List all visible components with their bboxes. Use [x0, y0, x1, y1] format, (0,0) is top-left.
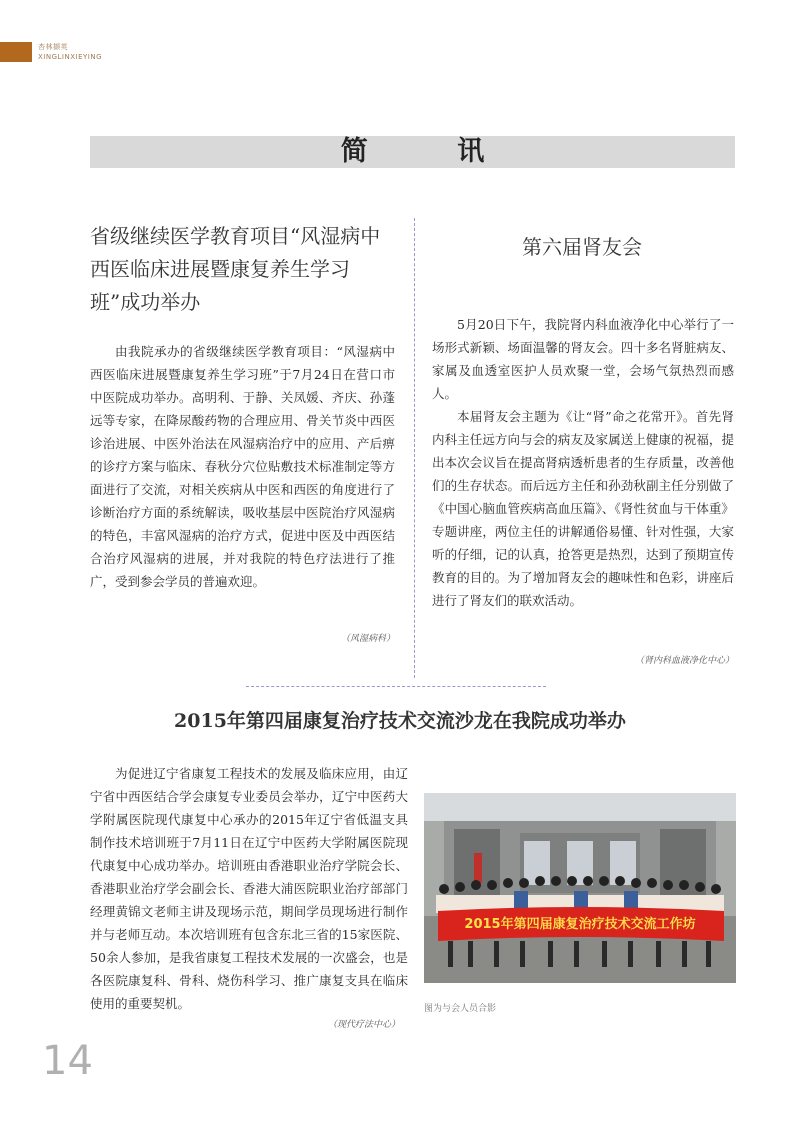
running-title: 杏林撷英	[38, 43, 68, 51]
photo-banner-text: 2015年第四届康复治疗技术交流工作坊	[464, 917, 696, 932]
photo-caption: 图为与会人员合影	[424, 1004, 497, 1014]
column-divider	[414, 218, 415, 678]
section-banner	[90, 136, 735, 168]
article3-title: 2015年第四届康复治疗技术交流沙龙在我院成功举办	[174, 710, 626, 732]
section-divider	[246, 686, 546, 687]
article3-signature: （现代疗法中心）	[327, 1020, 400, 1030]
article1-signature: （风湿病科）	[340, 634, 395, 644]
running-header	[38, 42, 102, 62]
article2-title: 第六届肾友会	[522, 235, 642, 259]
article1-paragraph: 由我院承办的省级继续医学教育项目：“风湿病中西医临床进展暨康复养生学习班”于7月24日在营口市中医院成功举办。高明利、于静、关凤媛、齐庆、孙蓬远等专家，在降尿酸药物的合理应用、骨关节炎中西医诊治进展、中医外治法在风湿病治疗中的应用、产后痹的诊疗方案与临床、春秋分穴位贴敷技术标准制定等方面进行了交流，对相关疾病从中医和西医的角度进行了诊断治疗方面的系统解读，吸收基层中医院治疗风湿病的特色，丰富风湿病的治疗方式，促进中医及中西医结合治疗风湿病的进展，并对我院的特色疗法进行了推广，受到参会学员的普遍欢迎。	[90, 344, 395, 589]
article2-paragraph-1: 5月20日下午，我院肾内科血液净化中心举行了一场形式新颖、场面温馨的肾友会。四十多名肾脏病友、家属及血透室医护人员欢聚一堂，会场气氛热烈而感人。	[432, 317, 734, 401]
page-number: 14	[42, 1038, 93, 1084]
section-tab	[0, 42, 32, 62]
article1-title: 省级继续医学教育项目“风湿病中西医临床进展暨康复养生学习班”成功举办	[90, 224, 381, 314]
section-title: 简 讯	[340, 136, 525, 167]
article2-paragraph-2: 本届肾友会主题为《让“肾”命之花常开》。首先肾内科主任远方向与会的病友及家属送上健康的祝福，提出本次会议旨在提高肾病透析患者的生存质量，改善他们的生存状态。而后远方主任和孙劲秋副主任分别做了《中国心脑血管疾病高血压篇》、《肾性贫血与干体重》专题讲座，两位主任的讲解通俗易懂、针对性强，大家听的仔细，记的认真，抢答更是热烈，达到了预期宣传教育的目的。为了增加肾友会的趣味性和色彩，讲座后进行了肾友们的联欢活动。	[432, 409, 734, 608]
article3-paragraph: 为促进辽宁省康复工程技术的发展及临床应用，由辽宁省中西医结合学会康复专业委员会举办，辽宁中医药大学附属医院现代康复中心承办的2015年辽宁省低温支具制作技术培训班于7月11日在辽宁中医药大学附属医院现代康复中心成功举办。培训班由香港职业治疗学院会长、香港职业治疗学会副会长、香港大浦医院职业治疗部部门经理黄锦文老师主讲及现场示范，期间学员现场进行制作并与老师互动。本次培训班有包含东北三省的15家医院、50余人参加，是我省康复工程技术发展的一次盛会，也是各医院康复科、骨科、烧伤科学习、推广康复支具在临床使用的重要契机。	[90, 766, 408, 1011]
article2-signature: （肾内科血液净化中心）	[634, 656, 734, 666]
article3-body	[90, 762, 408, 1015]
running-pinyin: XINGLINXIEYING	[38, 53, 103, 61]
article2-body	[432, 313, 734, 612]
group-photo	[424, 793, 736, 983]
article1-body	[90, 340, 395, 593]
